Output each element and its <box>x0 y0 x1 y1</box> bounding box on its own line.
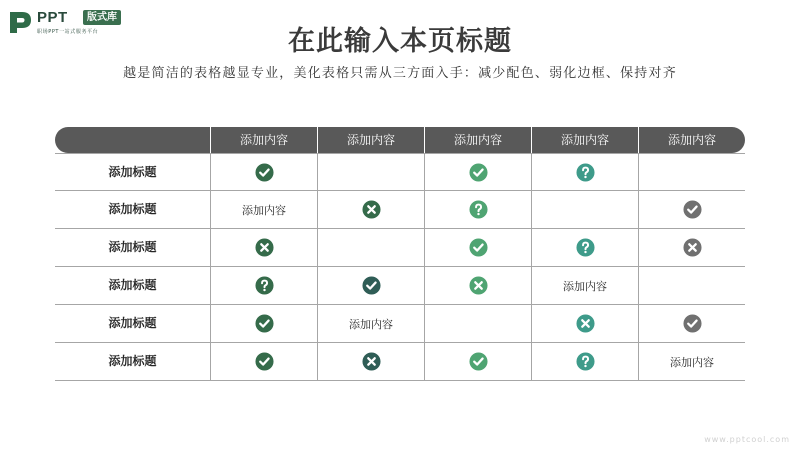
check-circle-icon <box>469 163 488 182</box>
table-cell <box>531 305 638 342</box>
table-cell <box>317 154 424 190</box>
cell-text: 添加内容 <box>349 317 393 331</box>
check-circle-icon <box>469 352 488 371</box>
table-cell <box>424 229 531 266</box>
table-cell <box>531 191 638 228</box>
table-cell <box>210 343 317 380</box>
cross-circle-icon <box>683 238 702 257</box>
table-cell <box>424 305 531 342</box>
table-cell <box>317 229 424 266</box>
table-cell <box>210 229 317 266</box>
cross-circle-icon <box>362 352 381 371</box>
table-cell <box>638 191 745 228</box>
column-header: 添加内容 <box>210 127 317 153</box>
logo-name: PPT <box>37 9 68 26</box>
check-circle-icon <box>255 314 274 333</box>
cross-circle-icon <box>362 200 381 219</box>
check-circle-icon <box>255 352 274 371</box>
table-cell <box>638 229 745 266</box>
row-label: 添加标题 <box>108 202 157 216</box>
logo-badge: 版式库 <box>83 10 121 25</box>
table-cell <box>638 154 745 190</box>
column-header: 添加内容 <box>317 127 424 153</box>
check-circle-icon <box>255 163 274 182</box>
logo-tagline: 职场PPT一站式服务平台 <box>37 29 99 35</box>
table-row <box>55 305 745 343</box>
check-circle-icon <box>683 314 702 333</box>
table-cell <box>424 343 531 380</box>
check-circle-icon <box>469 238 488 257</box>
watermark: www.pptcool.com <box>704 435 790 444</box>
table-cell <box>210 267 317 304</box>
table-header <box>55 127 745 153</box>
question-circle-icon <box>576 163 595 182</box>
table-row <box>55 153 745 191</box>
table-cell <box>424 267 531 304</box>
header-row-label <box>55 127 210 153</box>
table-cell <box>210 191 317 228</box>
comparison-table <box>55 127 745 381</box>
row-label: 添加标题 <box>108 316 157 330</box>
cross-circle-icon <box>576 314 595 333</box>
table-cell <box>638 343 745 380</box>
column-header: 添加内容 <box>638 127 745 153</box>
row-label: 添加标题 <box>108 240 157 254</box>
question-circle-icon <box>255 276 274 295</box>
cross-circle-icon <box>469 276 488 295</box>
cell-text: 添加内容 <box>670 355 714 369</box>
table-cell <box>531 267 638 304</box>
table-cell <box>317 343 424 380</box>
table-cell <box>531 343 638 380</box>
table-cell <box>210 305 317 342</box>
table-cell <box>210 154 317 190</box>
table-cell <box>317 267 424 304</box>
question-circle-icon <box>469 200 488 219</box>
table-cell <box>424 191 531 228</box>
table-cell <box>317 305 424 342</box>
question-circle-icon <box>576 352 595 371</box>
cross-circle-icon <box>255 238 274 257</box>
cell-text: 添加内容 <box>242 203 286 217</box>
table-row <box>55 343 745 381</box>
cell-text: 添加内容 <box>563 279 607 293</box>
table-row <box>55 229 745 267</box>
table-cell <box>638 305 745 342</box>
table-cell <box>424 154 531 190</box>
row-label: 添加标题 <box>108 354 157 368</box>
page-subtitle: 越是简洁的表格越显专业，美化表格只需从三方面入手：减少配色、弱化边框、保持对齐 <box>123 66 677 81</box>
table-body <box>55 153 745 381</box>
table-cell <box>531 229 638 266</box>
page-title: 在此输入本页标题 <box>288 26 512 57</box>
check-circle-icon <box>683 200 702 219</box>
column-header: 添加内容 <box>531 127 638 153</box>
table-cell <box>638 267 745 304</box>
row-label: 添加标题 <box>108 278 157 292</box>
table-cell <box>317 191 424 228</box>
row-label: 添加标题 <box>108 165 157 179</box>
check-circle-icon <box>362 276 381 295</box>
question-circle-icon <box>576 238 595 257</box>
table-row <box>55 267 745 305</box>
table-cell <box>531 154 638 190</box>
table-row <box>55 191 745 229</box>
column-header: 添加内容 <box>424 127 531 153</box>
